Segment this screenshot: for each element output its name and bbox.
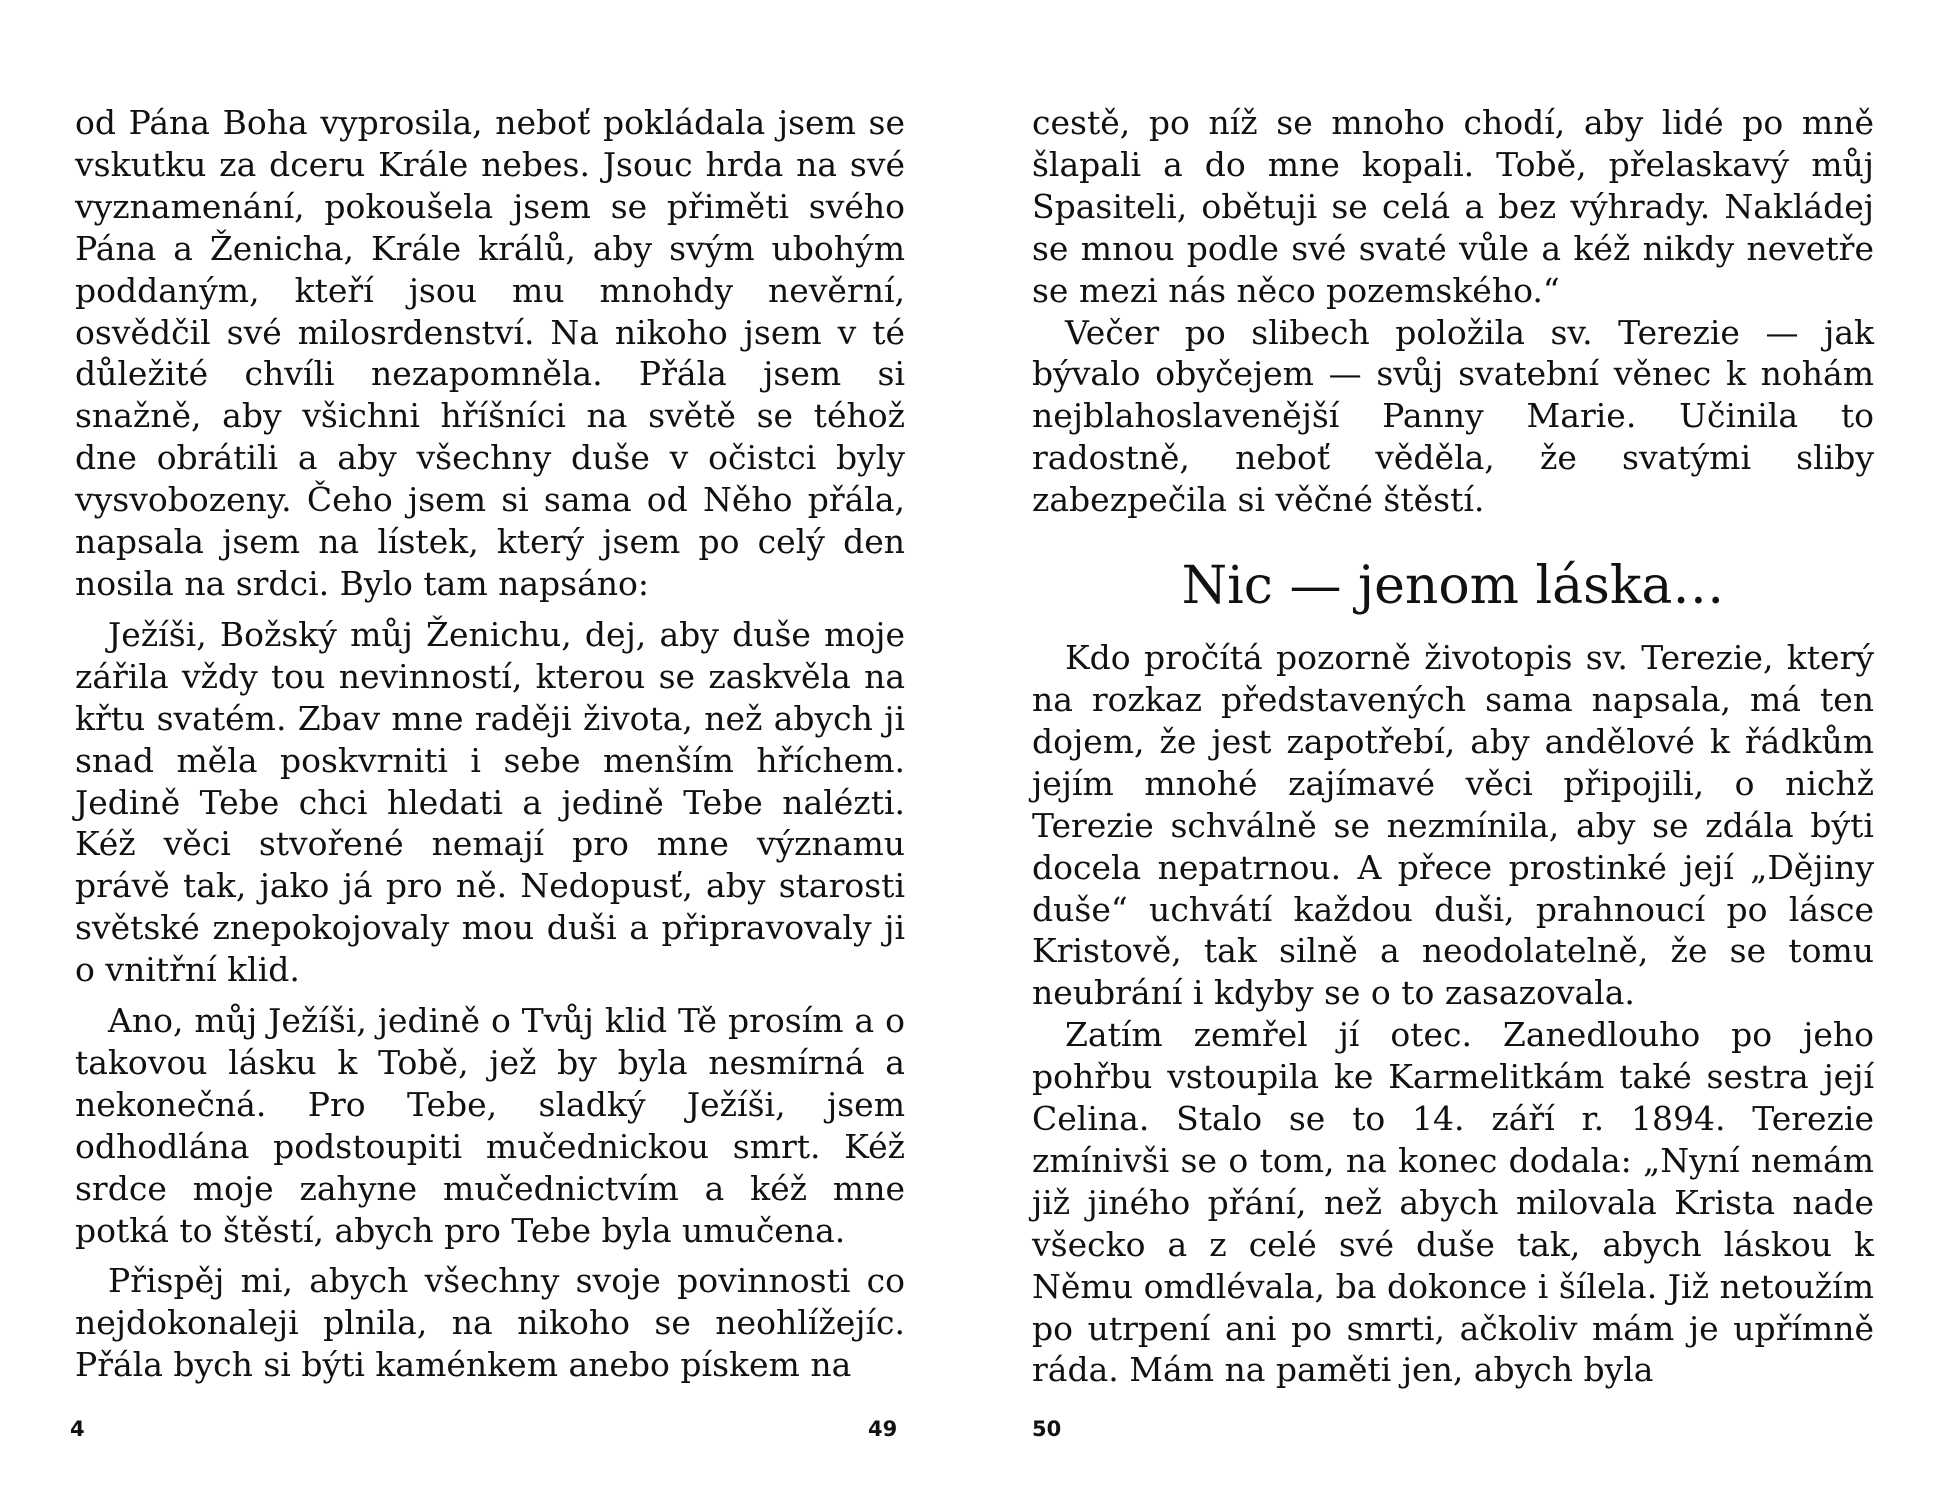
right-page-text xyxy=(1032,102,1874,1391)
paragraph: Kdo pročítá pozorně životopis sv. Terezie, který na rozkaz představených sama napsala, má ten dojem, že jest zapotřebí, aby andělové k řádkům jejím mnohé zajímavé věci připojili, o nichž Terezie schválně se nezmínila, aby se zdála býti docela nepatrnou. A přece prostinké její „Dějiny duše“ uchvátí každou duši, prahnoucí po lásce Kristově, tak silně a neodolatelně, že se tomu neubrání i kdyby se o to zasazovala. xyxy=(1032,638,1874,1013)
paragraph: Ježíši, Božský můj Ženichu, dej, aby duše moje zářila vždy tou nevinností, kterou se zaskvěla na křtu svatém. Zbav mne raději života, než abych ji snad měla poskvrniti i sebe menším hříchem. Jedině Tebe chci hledati a jedině Tebe nalézti. Kéž věci stvořené nemají pro mne významu právě tak, jako já pro ně. Nedopusť, aby starosti světské znepokojovaly mou duši a připravovaly ji o vnitřní klid. xyxy=(75,614,905,990)
paragraph: Ano, můj Ježíši, jedině o Tvůj klid Tě prosím a o takovou lásku k Tobě, jež by byla nesmírná a nekonečná. Pro Tebe, sladký Ježíši, jsem odhodlána podstoupiti mučednickou smrt. Kéž srdce moje zahyne mučednictvím a kéž mne potká to štěstí, abych pro Tebe byla umučena. xyxy=(75,1001,905,1250)
right-page xyxy=(977,0,1954,1500)
page-number: 49 xyxy=(868,1417,898,1441)
paragraph: Zatím zemřel jí otec. Zanedlouho po jeho pohřbu vstoupila ke Karmelitkám také sestra její Celina. Stalo se to 14. září r. 1894. Terezie zmínivši se o tom, na konec dodala: „Nyní nemám již jiného přání, než abych milovala Krista nade všecko a z celé své duše tak, abych láskou k Němu omdlévala, ba dokonce i šílela. Již netoužím po utrpení ani po smrti, ačkoliv mám je upřímně ráda. Mám na paměti jen, abych byla xyxy=(1032,1015,1874,1390)
signature-number: 4 xyxy=(70,1417,85,1441)
section-heading: Nic — jenom láska… xyxy=(1181,556,1725,617)
paragraph: od Pána Boha vyprosila, neboť pokládala jsem se vskutku za dceru Krále nebes. Jsouc hrda na své vyznamenání, pokoušela jsem se přiměti svého Pána a Ženicha, Krále králů, aby svým ubohým poddaným, kteří jsou mu mnohdy nevěrní, osvědčil své milosrdenství. Na nikoho jsem v té důležité chvíli nezapomněla. Přála jsem si snažně, aby všichni hříšníci na světě se téhož dne obrátili a aby všechny duše v očistci byly vysvobozeny. Čeho jsem si sama od Něho přála, napsala jsem na lístek, který jsem po celý den nosila na srdci. Bylo tam napsáno: xyxy=(75,103,905,603)
paragraph: cestě, po níž se mnoho chodí, aby lidé po mně šlapali a do mne kopali. Tobě, přelaskavý můj Spasiteli, obětuji se celá a bez výhrady. Nakládej se mnou podle své svaté vůle a kéž nikdy nevetře se mezi nás něco pozemského.“ xyxy=(1032,103,1874,310)
page-number: 50 xyxy=(1032,1417,1062,1441)
left-page-text xyxy=(75,102,905,1386)
paragraph: Večer po slibech položila sv. Terezie — jak bývalo obyčejem — svůj svatební věnec k nohám nejblahoslavenější Panny Marie. Učinila to radostně, neboť věděla, že svatými sliby zabezpečila si věčné štěstí. xyxy=(1032,312,1874,520)
paragraph: Přispěj mi, abych všechny svoje povinnosti co nejdokonaleji plnila, na nikoho se neohlížejíc. Přála bych si býti kaménkem anebo pískem na xyxy=(75,1261,905,1385)
